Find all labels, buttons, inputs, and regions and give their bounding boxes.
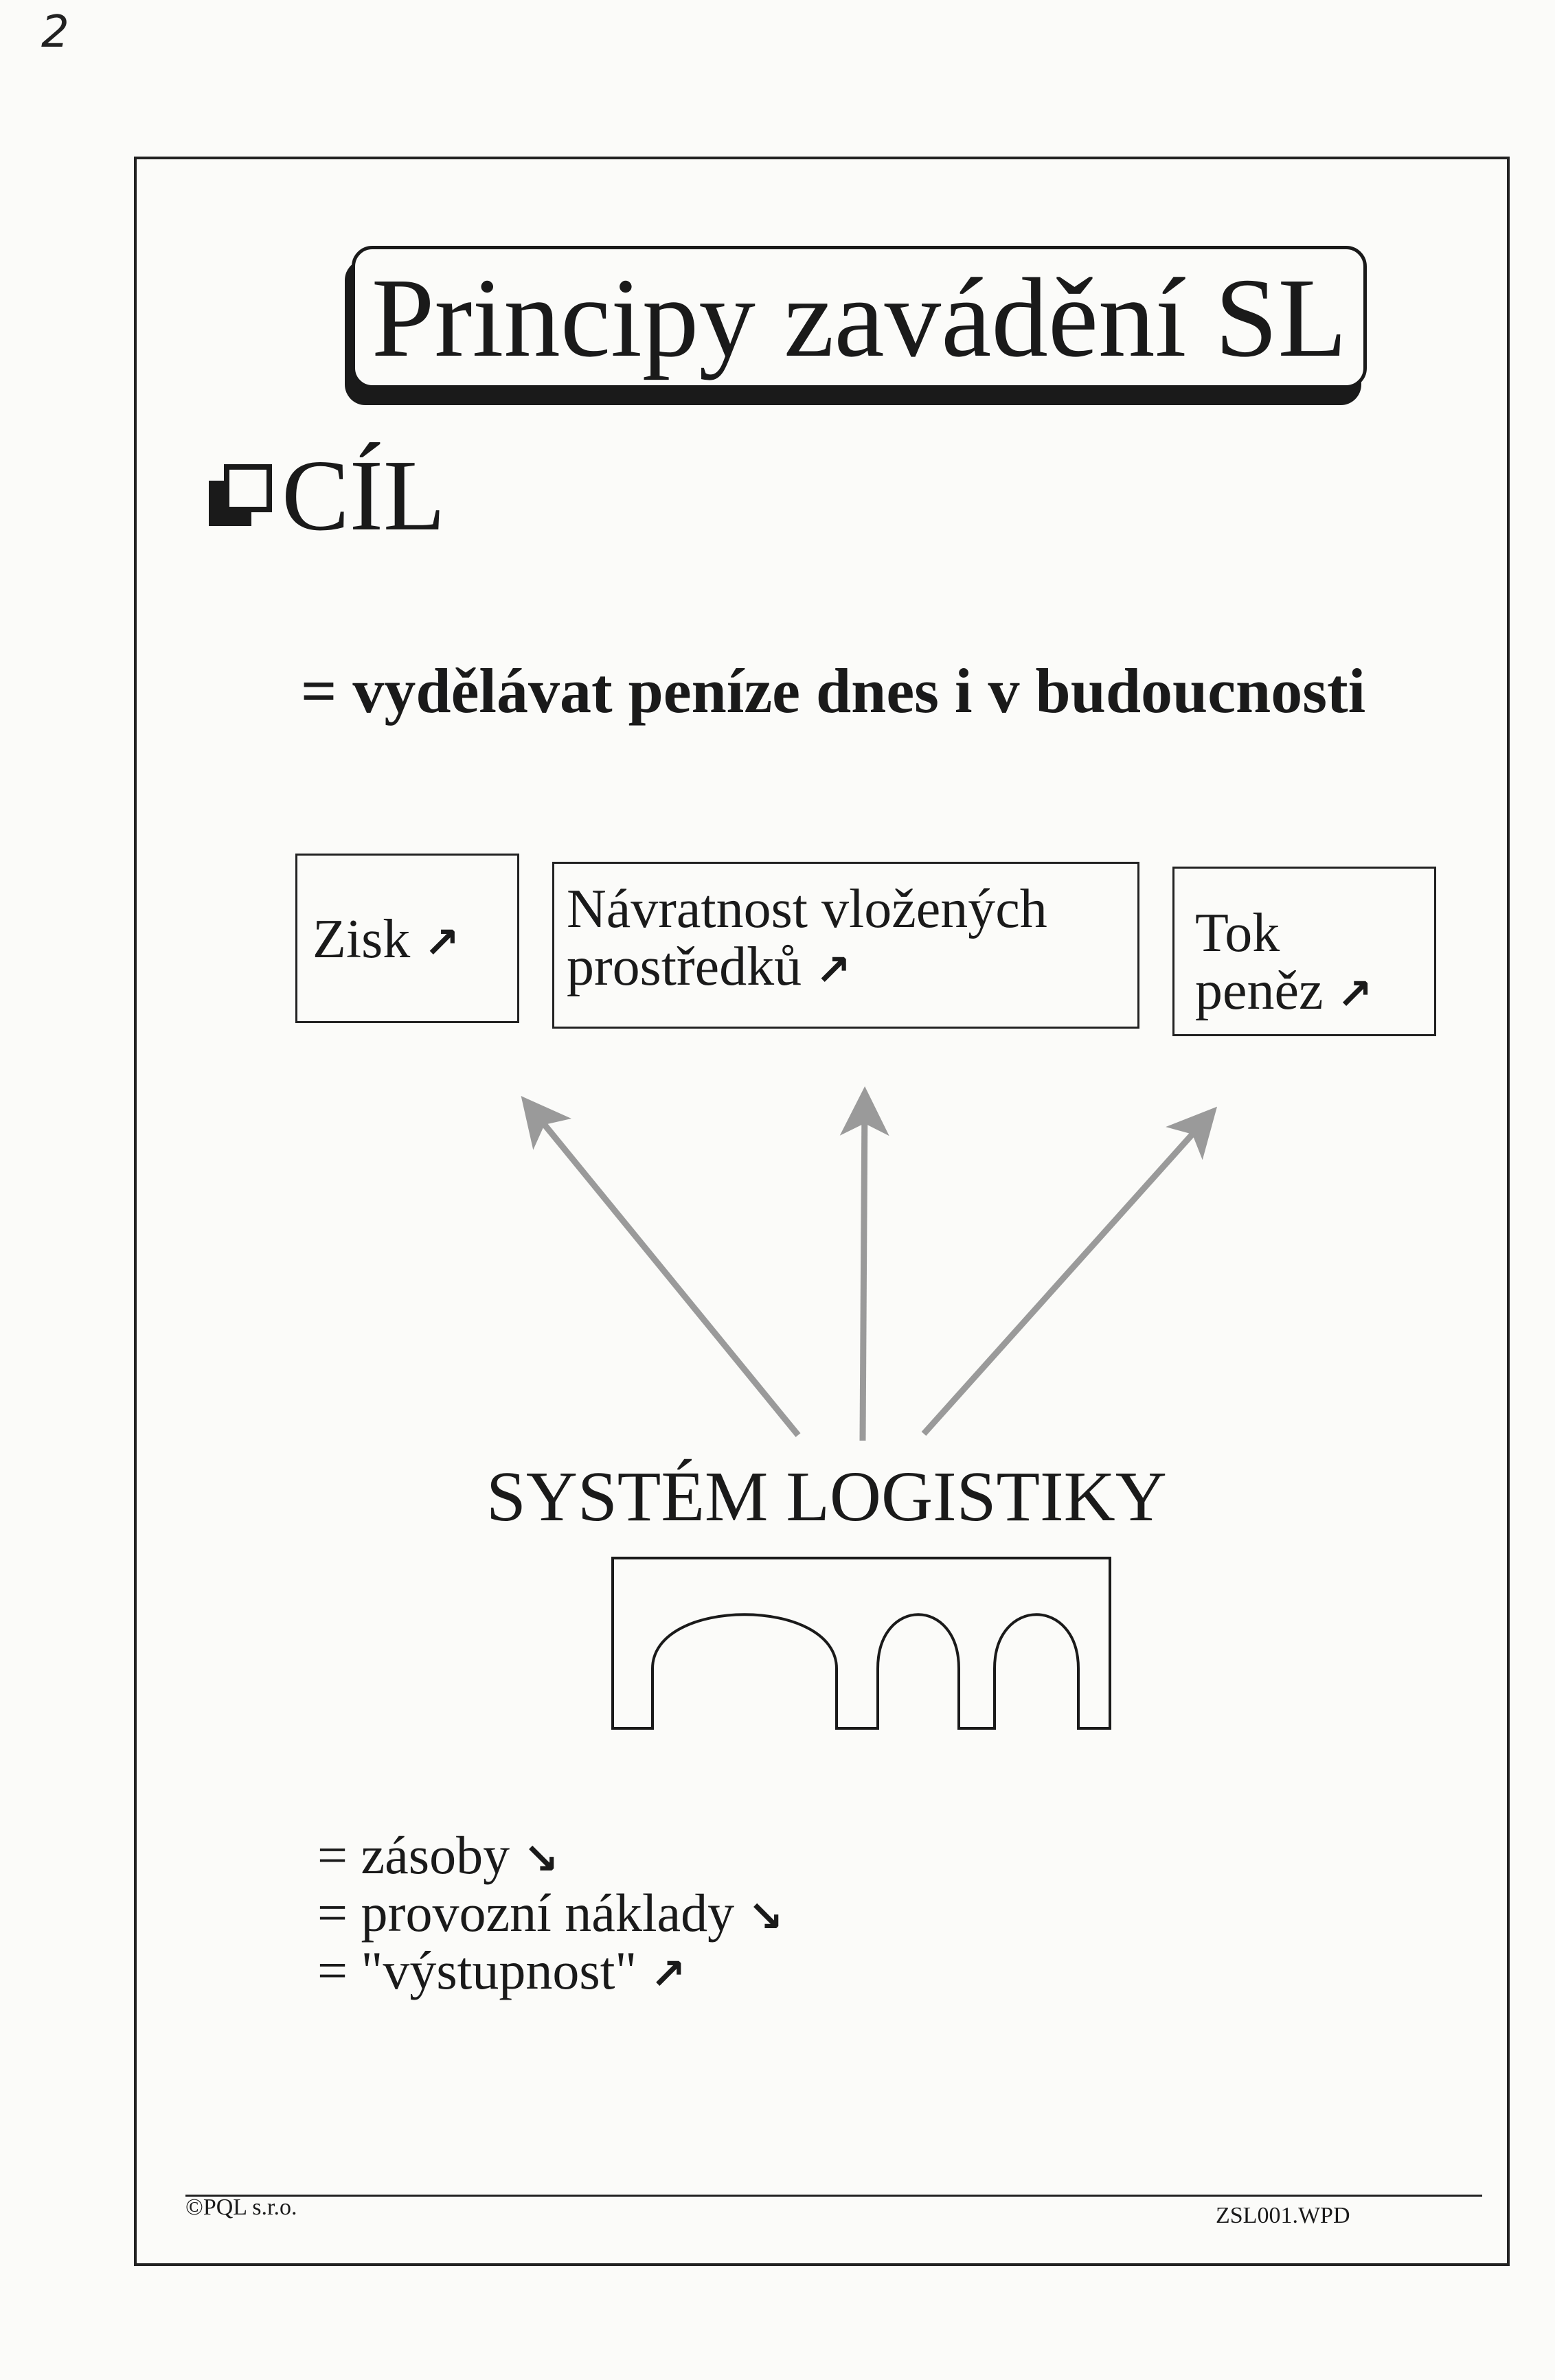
target-box-cashflow bbox=[1172, 867, 1436, 1036]
target-box-return bbox=[552, 862, 1139, 1029]
effect-inventory: = zásoby ↘ bbox=[317, 1825, 559, 1885]
effect-operating-costs: = provozní náklady ↘ bbox=[317, 1883, 784, 1943]
footer-copyright: ©PQL s.r.o. bbox=[185, 2195, 297, 2220]
footer-divider bbox=[185, 2195, 1482, 2197]
target-return-line-1: Návratnost vložených bbox=[567, 879, 1047, 939]
up-icon: ↗ bbox=[650, 1949, 686, 1999]
target-cashflow-line-2: peněz bbox=[1195, 961, 1324, 1021]
target-profit-label: Zisk bbox=[313, 909, 411, 970]
title-box bbox=[352, 246, 1367, 389]
footer-filename: ZSL001.WPD bbox=[1216, 2203, 1350, 2228]
goal-heading: CÍL bbox=[282, 439, 446, 552]
up-icon: ↗ bbox=[424, 917, 460, 968]
square-bullet-icon bbox=[206, 461, 275, 530]
goal-definition: = vydělávat peníze dnes i v budoucnosti bbox=[301, 656, 1366, 726]
target-return-line-2: prostředků bbox=[567, 937, 802, 997]
effects-list bbox=[317, 1825, 784, 2002]
target-cashflow-line-1: Tok bbox=[1195, 903, 1280, 963]
system-label: SYSTÉM LOGISTIKY bbox=[486, 1457, 1167, 1536]
down-icon: ↘ bbox=[747, 1891, 784, 1941]
page-number: 2 bbox=[41, 7, 69, 58]
effect-throughput: = "výstupnost" ↗ bbox=[317, 1941, 686, 2000]
slide-title: Principy zavádění SL bbox=[371, 254, 1348, 380]
bridge-icon bbox=[610, 1555, 1118, 1748]
up-icon: ↗ bbox=[815, 945, 852, 995]
up-icon: ↗ bbox=[1337, 969, 1373, 1019]
down-icon: ↘ bbox=[523, 1833, 559, 1884]
target-box-profit bbox=[295, 854, 519, 1023]
